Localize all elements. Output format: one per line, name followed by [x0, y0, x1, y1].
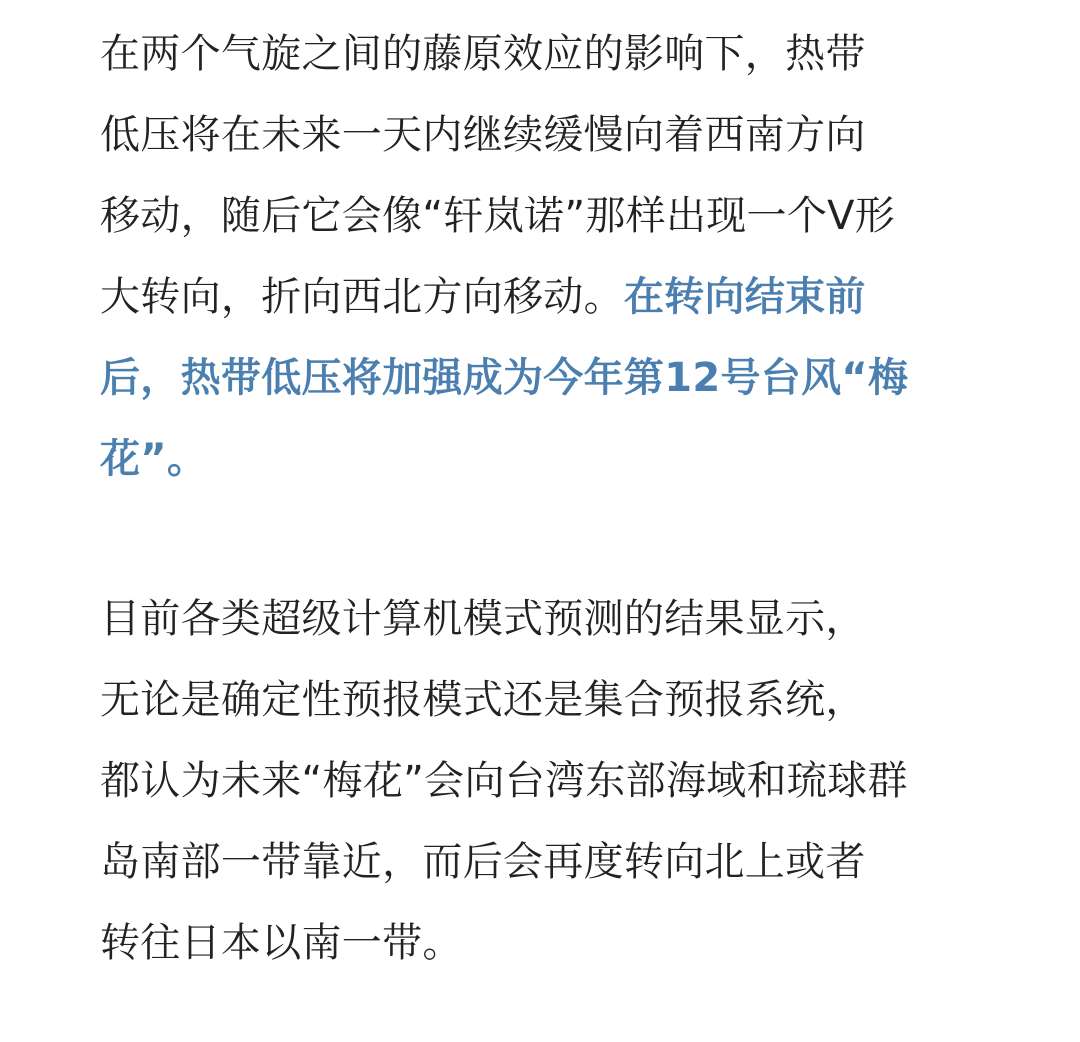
text-line: 岛南部一带靠近，而后会再度转向北上或者 — [100, 839, 866, 885]
text-segment: 大转向，折向西北方向移动。 — [100, 274, 624, 320]
text-line-mixed — [100, 257, 988, 338]
text-line: 移动，随后它会像“轩岚诺”那样出现一个V形 — [100, 193, 896, 239]
paragraph-model-forecast — [100, 579, 988, 984]
text-line: 目前各类超级计算机模式预测的结果显示， — [100, 596, 866, 642]
article-body — [100, 0, 988, 984]
highlighted-text-line: 后，热带低压将加强成为今年第12号台风“梅 — [100, 355, 909, 401]
text-line: 在两个气旋之间的藤原效应的影响下，热带 — [100, 31, 866, 77]
highlighted-text: 在转向结束前 — [623, 274, 866, 320]
text-line: 都认为未来“梅花”会向台湾东部海域和琉球群 — [100, 758, 908, 804]
text-line: 低压将在未来一天内继续缓慢向着西南方向 — [100, 112, 866, 158]
highlighted-text-line: 花”。 — [100, 436, 208, 482]
paragraph-fujiwara-effect — [100, 14, 988, 500]
text-line: 无论是确定性预报模式还是集合预报系统， — [100, 677, 866, 723]
text-line: 转往日本以南一带。 — [100, 920, 463, 966]
